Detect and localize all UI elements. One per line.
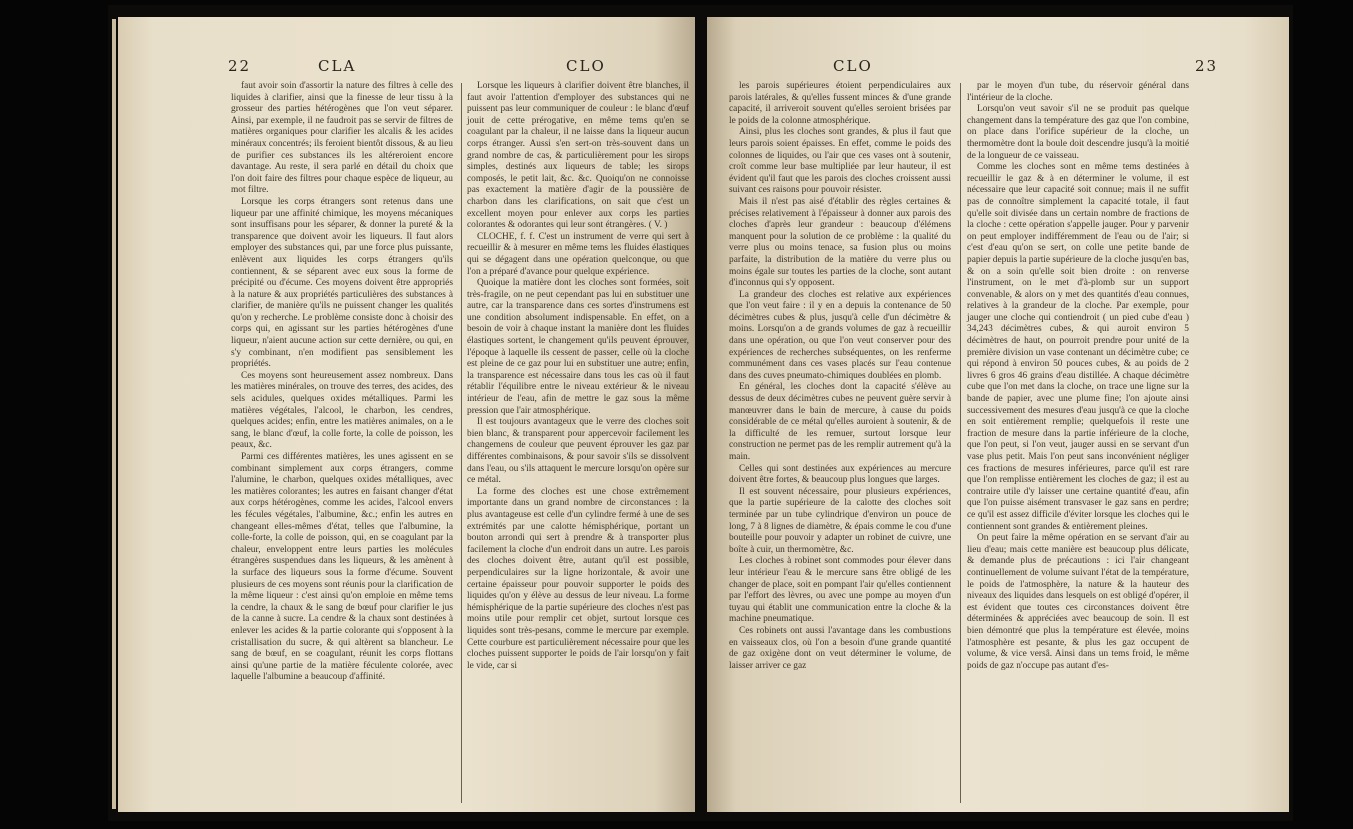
paragraph: Comme les cloches sont en même tems destinées à recueillir le gaz & à en déterminer le volume, il est nécessaire que leur capacité soit connue; mais il ne suffit pas de connoître simplement la capacité totale, il faut qu'elle soit divisée dans un certain nombre de fractions de la cloche : cette opération s'appelle jauger. Pour y parvenir on peut employer indifféremment de l'eau ou de l'air; si c'est d'eau qu'on se sert, on colle une petite bande de papier depuis la partie supérieure de la cloche jusqu'en bas, & on a soin qu'elle soit bien droite : on renverse l'instrument, on le met d'à-plomb sur un support convenable, & alors on y met des quantités d'eau connues, relatives à la grandeur de la cloche. Par exemple, pour jauger une cloche qui contiendroit ( un pied cube d'eau ) 34,243 décimètres cubes, & qui auroit environ 5 décimètres de haut, on pourroit prendre pour unité de la première division un vase contenant un décimètre cube; ce qui répond à environ 50 pouces cubes, & au poids de 2 livres 6 gros 46 grains d'eau distillée. A chaque décimètre cube que l'on met dans la cloche, on trace une ligne sur la bande de papier, avec une plume fine; l'on ajoute ainsi successivement des mesures d'eau jusqu'à ce que la cloche en soit entièrement remplie; quelquefois il reste une fraction de mesure dans la partie inférieure de la cloche, que l'on peut, si l'on veut, jauger aussi en se servant d'un vase plus petit. Mais l'on peut sans inconvénient négliger ces fractions de mesures inférieures, parce qu'il est rare que l'on remplisse entièrement les cloches de gaz; il est au contraire utile d'y laisser une certaine quantité d'eau, afin que l'on puisse aisément transvaser le gaz sans en perdre; ce qu'il est assez difficile d'éviter lorsque les cloches qui le contiennent sont grandes & entièrement pleines.: [967, 162, 1189, 532]
paragraph: Lorsque les liqueurs à clarifier doivent être blanches, il faut avoir l'attention d'employer des substances qui ne puissent pas leur communiquer de couleur : le blanc d'œuf jouit de cette prérogative, en même tems qu'en se coagulant par la chaleur, il ne laisse dans la liqueur aucun corps étranger. Aussi s'en sert-on très-souvent dans un grand nombre de cas, & particulièrement pour les sirops simples, destinés aux liqueurs de table; les sirops composés, le petit lait, &c. &c. Quoiqu'on ne connoisse pas exactement la matière d'agir de la poussière de charbon dans les clarifications, on sait que c'est un excellent moyen pour enlever aux corps les parties colorantes & odorantes qui leur sont étrangères. ( V. ): [467, 81, 689, 231]
right-column-2: [967, 81, 1189, 672]
paragraph: CLOCHE, f. f. C'est un instrument de verre qui sert à recueillir & à mesurer en même tems les fluides élastiques qui se dégagent dans une opération quelconque, ou que l'on a préparé d'avance pour quelque expérience.: [467, 231, 689, 277]
paragraph: Lorsque les corps étrangers sont retenus dans une liqueur par une affinité chimique, les moyens mécaniques sont insuffisans pour les séparer, & donner la pureté & la transparence que doivent avoir les liqueurs. Il faut alors employer des substances qui, par une force plus puissante, enlèvent aux liquides les corps étrangers qu'ils contiennent, & se séparent avec eux sous la forme de précipité ou d'écume. Ces moyens doivent être appropriés à la nature & aux propriétés particulières des substances à clarifier, de manière qu'ils ne puissent changer les qualités qu'on y recherche. Le problème consiste donc à choisir des corps qui, en agissant sur les parties hétérogènes d'une liqueur, n'aient aucune action sur cette dernière, ou qui, en s'y combinant, n'en modifient pas sensiblement les propriétés.: [231, 196, 453, 370]
right-page-number: 23: [1195, 57, 1219, 75]
left-running-head: [118, 57, 695, 83]
paragraph: Ces moyens sont heureusement assez nombreux. Dans les matières minérales, on trouve des terres, des acides, des sels acidules, quelques oxides métalliques. Parmi les matières végétales, l'alcool, le charbon, les cendres, quelques acides; enfin, entre les matières animales, on a le sang, le blanc d'œuf, la colle forte, la colle de poisson, les peaux, &c.: [231, 370, 453, 451]
paragraph: Mais il n'est pas aisé d'établir des règles certaines & précises relativement à l'épaisseur à donner aux parois des cloches d'après leur grandeur : beaucoup d'élémens manquent pour la solution de ce problème : la qualité du verre plus ou moins tenace, sa fusion plus ou moins parfaite, la distribution de la matière du verre plus ou moins égale sur toutes les parties de la cloche, sont autant d'inconnus qui s'y opposent.: [729, 196, 951, 289]
right-header-center: CLO: [833, 57, 873, 75]
paragraph: les parois supérieures étoient perpendiculaires aux parois latérales, & qu'elles fussent minces & d'une grande capacité, il arriveroit souvent qu'elles seroient brisées par le poids de la colonne atmosphérique.: [729, 81, 951, 126]
paragraph: Ainsi, plus les cloches sont grandes, & plus il faut que leurs parois soient épaisses. En effet, comme le poids des colonnes de liquides, ou l'air que ces vases ont à soutenir, croît comme leur base multipliée par leur hauteur, il est évident qu'il faut que les parois des cloches croissent aussi suivant ces raisons pour pouvoir résister.: [729, 127, 951, 196]
right-running-head: [707, 57, 1289, 83]
paragraph: On peut faire la même opération en se servant d'air au lieu d'eau; mais cette manière est beaucoup plus délicate, & demande plus de précautions : ici l'air changeant continuellement de volume suivant l'état de la température, le poids de l'atmosphère, la nature & la hauteur des niveaux des liquides dans lesquels on est obligé d'opérer, il est évident que toutes ces circonstances doivent être déterminées & appréciées avec beaucoup de soin. Il est bien démontré que plus la température est élevée, moins l'atmosphère est pesante, & plus les gaz occupent de volume, & vice versâ. Ainsi dans un tems froid, le même poids de gaz n'occupe pas autant d'es-: [967, 533, 1189, 671]
column-rule: [461, 83, 462, 803]
left-header-word: CLA: [318, 57, 357, 75]
left-column-2: [467, 81, 689, 672]
paragraph: Il est toujours avantageux que le verre des cloches soit bien blanc, & transparent pour appercevoir facilement les changemens de couleur que peuvent éprouver les gaz par différentes combinaisons, & pour savoir s'ils se dissolvent dans l'eau, ou s'ils attaquent le mercure lorsqu'on opère sur ce métal.: [467, 417, 689, 486]
page-edge-left: [112, 19, 116, 809]
left-header-center: CLO: [566, 57, 606, 75]
right-page: [707, 17, 1289, 812]
paragraph: La grandeur des cloches est relative aux expériences que l'on veut faire : il y en a depuis la contenance de 50 décimètres cubes & plus, jusqu'à celle d'un décimètre & moins. Lorsqu'on a de grands volumes de gaz à recueillir dans une opération, ou que l'on veut conserver pour des expériences de recherches subséquentes, on les renferme communément dans ces vases placés sur l'eau contenue dans des cuves pneumato-chimiques doublées en plomb.: [729, 289, 951, 381]
paragraph: Quoique la matière dont les cloches sont formées, soit très-fragile, on ne peut cependant pas lui en substituer une autre, car la transparence dans ces sortes d'instrumens est une condition absolument indispensable. En effet, on a besoin de voir à chaque instant la manière dont les fluides élastiques sortent, le changement qu'ils peuvent éprouver, l'époque à laquelle ils cessent de passer, celle où la cloche est pleine de ce gaz pour lui en substituer une autre; enfin, la transparence est nécessaire dans tous les cas où il faut rétablir l'équilibre entre le niveau extérieur & le niveau intérieur de l'eau, afin de mettre le gaz sous la même pression que l'air atmosphérique.: [467, 278, 689, 416]
paragraph: par le moyen d'un tube, du réservoir général dans l'intérieur de la cloche.: [967, 81, 1189, 103]
paragraph: Il est souvent nécessaire, pour plusieurs expériences, que la partie supérieure de la calotte des cloches soit terminée par un tube cylindrique d'environ un pouce de long, 7 à 8 lignes de diamètre, & épais comme le cou d'une bouteille pour pouvoir y adapter un robinet de cuivre, une boîte à cuir, un thermomètre, &c.: [729, 486, 951, 555]
paragraph: Ces robinets ont aussi l'avantage dans les combustions en vaisseaux clos, où l'on a besoin d'une grande quantité de gaz oxigène dont on veut déterminer le volume, de laisser arriver ce gaz: [729, 625, 951, 671]
paragraph: Lorsqu'on veut savoir s'il ne se produit pas quelque changement dans la température des gaz que l'on combine, on place dans l'orifice supérieur de la cloche, un thermomètre dont la boule doit descendre jusqu'à la moitié de la longueur de ce vaisseau.: [967, 104, 1189, 161]
column-rule: [960, 83, 961, 803]
paragraph: Les cloches à robinet sont commodes pour élever dans leur intérieur l'eau & le mercure sans être obligé de les changer de place, soit en pompant l'air qu'elles contiennent par l'effort des lèvres, ou avec une pompe au moyen d'un tuyau qui établit une communication entre la cloche & la machine pneumatique.: [729, 556, 951, 625]
paragraph: Celles qui sont destinées aux expériences au mercure doivent être fortes, & beaucoup plus longues que larges.: [729, 463, 951, 486]
left-column-1: [231, 81, 453, 684]
paragraph: Parmi ces différentes matières, les unes agissent en se combinant simplement aux corps étrangers, comme l'alumine, le charbon, quelques oxides métalliques, avec les matières colorantes; les autres en faisant changer d'état aux corps hétérogènes, comme les acides, l'alcool envers les fécules végétales, l'albumine, &c.; enfin les autres en changeant elles-mêmes d'état, telles que l'albumine, la colle-forte, la colle de poisson, qui, en se coagulant par la chaleur, enveloppent entre leurs parties les molécules étrangères suspendues dans les liqueurs, & les amènent à la surface des liqueurs sous la forme d'écume. Souvent plusieurs de ces moyens sont réunis pour la clarification de la même liqueur : c'est ainsi qu'on emploie en même tems la cendre, la chaux & le sang de bœuf pour clarifier le jus de la canne à sucre. La cendre & la chaux sont destinées à enlever les acides & la partie colorante qui s'opposent à la cristallisation du sucre, & qui altèrent sa blancheur. Le sang de bœuf, en se coagulant, réunit les corps flottans ainsi qu'une partie de la matière féculente colorée, avec laquelle l'albumine a beaucoup d'affinité.: [231, 452, 453, 683]
right-column-1: [729, 81, 951, 672]
left-page: [118, 17, 695, 812]
paragraph: faut avoir soin d'assortir la nature des filtres à celle des liquides à clarifier, ainsi que la finesse de leur tissu à la grosseur des parties hétérogènes que l'on veut séparer. Ainsi, par exemple, il ne faudroit pas se servir de filtres de matières organiques pour clarifier les alcalis & les acides minéraux concentrés; ils feroient bientôt dissous, & au lieu de purifier ces substances ils les altéreroient encore davantage. Au reste, il sera parlé en détail du choix que l'on doit faire des filtres pour chaque espèce de liqueur, au mot filtre.: [231, 81, 453, 196]
paragraph: En général, les cloches dont la capacité s'élève au dessus de deux décimètres cubes ne peuvent guère servir à manœuvrer dans le bain de mercure, à cause du poids considérable de ce métal qu'elles auroient à soutenir, & de la difficulté de les remuer, surtout lorsque leur construction ne permet pas de les remplir autrement qu'à la main.: [729, 382, 951, 462]
left-page-number: 22: [228, 57, 252, 75]
book-scan: [108, 5, 1293, 821]
paragraph: La forme des cloches est une chose extrêmement importante dans un grand nombre de circonstances : la plus avantageuse est celle d'un cylindre fermé à une de ses extrémités par une calotte hémisphérique, portant un bouton arrondi qui sert à prendre & à transporter plus facilement la cloche d'un endroit dans un autre. Les parois des cloches doivent être, autant qu'il est possible, perpendiculaires sur la ligne horizontale, & avoir une certaine épaisseur pour pouvoir supporter le poids des liquides qu'on y élève au dessus de leur niveau. La forme hémisphérique de la partie supérieure des cloches n'est pas moins utile pour remplir cet objet, surtout lorsque ces liquides sont très-pesans, comme le mercure par exemple. Cette courbure est particulièrement nécessaire pour que les cloches puissent supporter le poids de l'air lorsqu'on y fait le vide, car si: [467, 486, 689, 671]
